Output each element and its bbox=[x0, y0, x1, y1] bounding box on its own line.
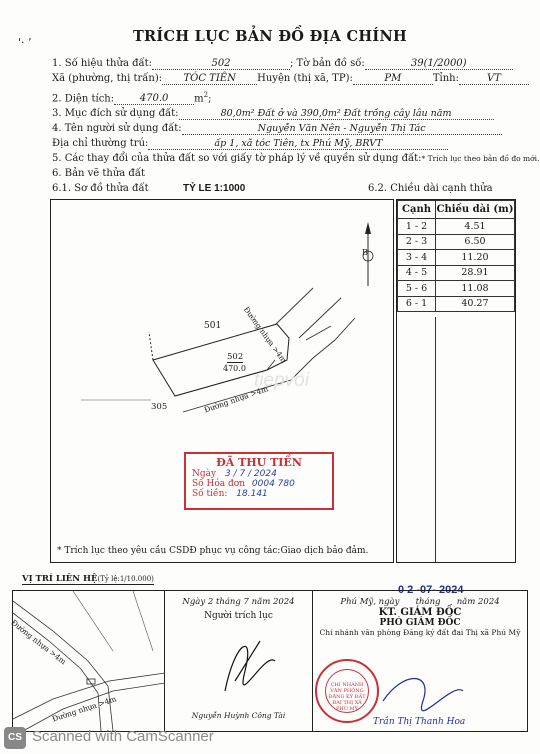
camscanner-text: Scanned with CamScanner bbox=[32, 728, 214, 745]
length-cell: 11.20 bbox=[436, 250, 515, 266]
line-area bbox=[52, 91, 211, 105]
line-owner bbox=[52, 123, 502, 135]
location-scale: (Tỷ lệ:1/10.000) bbox=[97, 575, 154, 583]
stamp-date: 0 2 -07- 2024 bbox=[398, 584, 464, 596]
left-title: Người trích lục bbox=[204, 611, 273, 621]
edge-cell: 5 - 6 bbox=[398, 281, 436, 297]
bottom-section bbox=[9, 590, 528, 732]
location-label: VỊ TRÍ LIÊN HỆ bbox=[22, 574, 98, 584]
commune-label: Xã (phường, thị trấn): bbox=[52, 73, 163, 84]
signature-left-panel bbox=[165, 591, 313, 731]
area-value: 470.0 bbox=[114, 93, 194, 105]
location-road-label-2: Đường nhựa >4m bbox=[51, 694, 118, 724]
scale-label: TỶ LE 1:1000 bbox=[183, 183, 246, 194]
north-letter: B bbox=[362, 248, 368, 257]
paid-stamp-amount-row bbox=[192, 489, 326, 499]
owner-label: 4. Tên người sử dụng đất: bbox=[52, 123, 182, 134]
paid-stamp-invoice-label: Số Hóa đơn bbox=[192, 479, 246, 489]
province-label: Tỉnh: bbox=[432, 73, 459, 84]
district-label: Huyện (thị xã, TP): bbox=[257, 73, 353, 84]
document-title: TRÍCH LỤC BẢN ĐỒ ĐỊA CHÍNH bbox=[132, 28, 408, 45]
edge-cell: 4 - 5 bbox=[398, 265, 436, 281]
length-column-header: Chiều dài (m) bbox=[436, 201, 515, 219]
commune-value: TÓC TIÊN bbox=[162, 73, 257, 85]
parcel-area-label: 470.0 bbox=[223, 364, 246, 373]
right-pgd: PHÓ GIÁM ĐỐC bbox=[379, 618, 461, 628]
area-unit: m bbox=[194, 93, 204, 105]
location-map bbox=[9, 591, 165, 731]
table-row bbox=[398, 250, 515, 266]
right-kt: KT. GIÁM ĐỐC bbox=[378, 607, 462, 618]
map-sheet-label: ; Tờ bản đồ số: bbox=[290, 58, 365, 69]
paid-stamp-amount-value: 18.141 bbox=[236, 489, 268, 499]
section-61-label: 6.1. Sơ đồ thửa đất bbox=[52, 183, 149, 194]
area-end: ; bbox=[208, 93, 212, 105]
land-use-value: 80,0m² Đất ở và 390,0m² Đất trồng cây lâu năm bbox=[179, 108, 494, 120]
length-cell: 40.27 bbox=[436, 296, 515, 312]
line-changes bbox=[52, 153, 539, 164]
length-cell: 4.51 bbox=[436, 219, 515, 235]
right-office: Chi nhánh văn phòng Đăng ký đất đai Thị xã Phú Mỹ bbox=[319, 628, 521, 637]
map-sheet-value: 39(1/2000) bbox=[365, 58, 513, 70]
right-name: Trần Thị Thanh Hoa bbox=[373, 717, 466, 727]
parcel-drawing-frame bbox=[50, 199, 394, 563]
edge-cell: 6 - 1 bbox=[398, 296, 436, 312]
paid-stamp-invoice-value: 0004 780 bbox=[251, 479, 295, 489]
paid-stamp-date-label: Ngày bbox=[192, 469, 217, 479]
area-unit-sup: 2 bbox=[203, 91, 209, 99]
paid-stamp-invoice-row bbox=[192, 479, 326, 489]
paid-stamp-date-value: 3 / 7 / 2024 bbox=[224, 469, 277, 479]
land-use-label: 3. Mục đích sử dụng đất: bbox=[52, 108, 179, 119]
address-label: Địa chỉ thường trú: bbox=[52, 138, 149, 149]
address-value: ấp 1, xã tóc Tiên, tx Phú Mỹ, BRVT bbox=[148, 138, 448, 150]
changes-label: 5. Các thay đổi của thửa đất so với giấy tờ pháp lý về quyền sử dụng đất: bbox=[52, 153, 422, 164]
line-address bbox=[52, 138, 448, 150]
table-row bbox=[398, 265, 515, 281]
corner-mark: '· ’ bbox=[18, 36, 32, 49]
changes-value: * Trích lục theo bản đồ đo mới. bbox=[421, 154, 540, 163]
location-label-row bbox=[22, 574, 154, 585]
camscanner-logo-icon: CS bbox=[4, 727, 26, 749]
watermark: tiepvoi bbox=[254, 370, 309, 391]
table-row bbox=[398, 281, 515, 297]
left-name: Nguyễn Huỳnh Công Tài bbox=[191, 711, 286, 720]
length-cell: 6.50 bbox=[436, 234, 515, 250]
right-date: Phú Mỹ, ngày tháng năm 2024 bbox=[340, 597, 500, 607]
paid-stamp bbox=[184, 452, 334, 510]
edge-cell: 2 - 3 bbox=[398, 234, 436, 250]
province-value: VT bbox=[459, 73, 529, 85]
location-road-label-1: Đường nhựa >4m bbox=[9, 618, 68, 667]
section-62-label: 6.2. Chiều dài cạnh thửa bbox=[368, 183, 493, 194]
line-location bbox=[52, 73, 529, 85]
drawing-label: 6. Bản vẽ thửa đất bbox=[52, 168, 145, 179]
road-label-vertical: Đường nhựa >4m bbox=[241, 305, 289, 365]
parcel-501-label: 501 bbox=[204, 321, 222, 331]
seal-text: CHI NHÁNH VĂN PHÒNG ĐĂNG KÝ ĐẤT ĐAI THỊ XÃ PHÚ MỸ bbox=[325, 669, 369, 713]
right-signature-scribble bbox=[313, 661, 527, 721]
area-label: 2. Diện tích: bbox=[52, 93, 115, 105]
parcel-number-label: 1. Số hiệu thửa đất: bbox=[52, 58, 152, 69]
line-land-use bbox=[52, 108, 494, 120]
parcel-305-label: 305 bbox=[151, 402, 168, 412]
signature-right-panel bbox=[313, 591, 527, 731]
edge-length-table bbox=[397, 200, 515, 312]
length-cell: 28.91 bbox=[436, 265, 515, 281]
owner-value: Nguyễn Văn Nên - Nguyễn Thị Tác bbox=[182, 123, 502, 135]
table-column-divider bbox=[435, 317, 436, 562]
paid-stamp-amount-label: Số tiền: bbox=[192, 489, 228, 499]
district-value: PM bbox=[353, 73, 433, 85]
table-row bbox=[398, 219, 515, 235]
footnote: * Trích lục theo yêu cầu CSDĐ phục vụ công tác:Giao dịch bảo đảm. bbox=[57, 546, 369, 556]
paid-stamp-date-row bbox=[192, 469, 326, 479]
table-row bbox=[398, 296, 515, 312]
length-cell: 11.08 bbox=[436, 281, 515, 297]
edge-column-header: Cạnh bbox=[398, 201, 436, 219]
parcel-502-label: 502 bbox=[227, 352, 244, 362]
parcel-number-value: 502 bbox=[152, 58, 290, 70]
left-date: Ngày 2 tháng 7 năm 2024 bbox=[182, 597, 295, 607]
road-label-horizontal: Đường nhựa >4m bbox=[203, 384, 270, 415]
table-row bbox=[398, 234, 515, 250]
line-drawing bbox=[52, 168, 145, 179]
paid-stamp-title: ĐÃ THU TIỀN bbox=[216, 456, 302, 469]
edge-table-frame bbox=[396, 199, 516, 563]
scanner-footer bbox=[4, 724, 536, 752]
edge-cell: 3 - 4 bbox=[398, 250, 436, 266]
left-signature-scribble bbox=[165, 621, 313, 707]
line-parcel-number bbox=[52, 58, 513, 70]
edge-cell: 1 - 2 bbox=[398, 219, 436, 235]
